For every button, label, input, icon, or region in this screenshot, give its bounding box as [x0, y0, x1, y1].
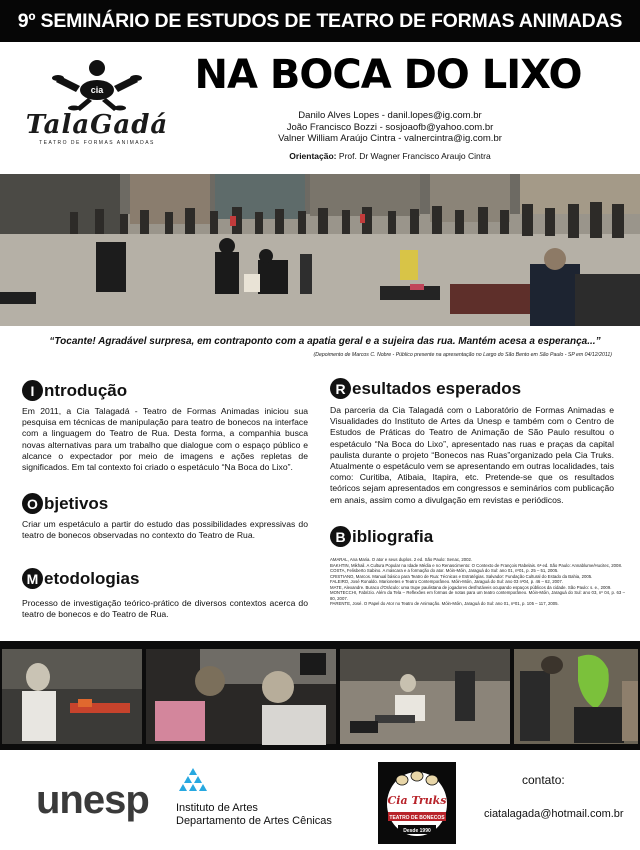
bibliography-entry: FALEIRO, José Ronaldo. Marionetes e Teatro Contemporâneo. Móin-Móin, Jaraguá do Sul: ano 03 nº04, p. 46 – 62, 2007. — [330, 579, 563, 584]
logo-tagline: TEATRO DE FORMAS ANIMADAS — [39, 140, 155, 146]
heading-initial: O — [22, 493, 43, 514]
event-title: 9º SEMINÁRIO DE ESTUDOS DE TEATRO DE FORMAS ANIMADAS — [17, 9, 623, 32]
contact-email[interactable]: ciatalagada@hotmail.com.br — [484, 808, 624, 820]
unesp-logo — [36, 762, 332, 842]
orientation-line — [240, 151, 540, 161]
heading-text: bjetivos — [44, 493, 109, 513]
author-line: Danilo Alves Lopes - danil.lopes@ig.com.br — [298, 110, 482, 121]
author-list — [240, 110, 540, 145]
quote-source: (Depoimento de Marcos C. Nobre - Público presente na apresentação no Largo do São Bento em São Paulo - SP em 04/12/2011) — [313, 352, 612, 358]
section-heading-resultados — [330, 378, 521, 399]
logo-badge: cia — [90, 85, 104, 95]
section-heading-introducao — [22, 380, 127, 401]
unesp-department: Departamento de Artes Cênicas — [176, 815, 332, 827]
truks-since: Desde 1990 — [403, 828, 431, 834]
section-heading-objetivos — [22, 493, 108, 514]
section-heading-metodologias — [22, 568, 139, 589]
heading-initial: B — [330, 526, 351, 547]
heading-text: ibliografia — [352, 526, 434, 546]
metodologias-body: Processo de investigação teórico-prático de diversos contextos acerca do teatro de bonecos e do Teatro de Rua. — [22, 598, 308, 620]
truks-name: Cia Truks — [387, 794, 447, 807]
poster-title: NA BOCA DO LIXO — [194, 52, 582, 98]
bibliography-entry: CRISTIANO, Marcos. Manual básico para Teatro de Rua: Técnicas e Estratégias. Salvador: Fundação Cultural do Estado da Bahia, 2005. — [330, 573, 593, 579]
contact-label: contato: — [522, 773, 565, 787]
unesp-triangle-icon — [176, 768, 210, 798]
author-line: Valner William Araújo Cintra - valnercintra@ig.com.br — [278, 133, 502, 144]
orientation-label: Orientação: — [289, 151, 337, 161]
heading-initial: R — [330, 378, 351, 399]
author-line: João Francisco Bozzi - sosjoaofb@yahoo.com.br — [286, 121, 494, 133]
heading-text: ntrodução — [44, 380, 128, 400]
strip-photo-3 — [340, 649, 510, 744]
street-performance-photo — [0, 174, 640, 326]
event-header-bar — [0, 0, 640, 42]
strip-photo-2 — [146, 649, 336, 745]
testimonial-quote: “Tocante! Agradável surpresa, em contraponto com a apatia geral e a sujeira das rua. Mantém acesa a esperança...” — [49, 336, 601, 347]
bibliography-list — [330, 557, 625, 607]
objetivos-body: Criar um espetáculo a partir do estudo das possibilidades expressivas do teatro de bonecos observadas no contexto do Teatro de Rua. — [22, 519, 308, 541]
performance-photo-strip — [0, 641, 640, 750]
bibliography-entry: AMARAL, Ana Maria. O ator e seus duplos. 2 ed. São Paulo: Senac, 2002. — [330, 557, 473, 562]
logo-name: TalaGadá — [25, 110, 169, 140]
orientation-name: Prof. Dr Wagner Francisco Araujo Cintra — [338, 151, 491, 161]
section-heading-bibliografia — [330, 526, 433, 547]
strip-photo-1 — [2, 649, 142, 744]
unesp-institute: Instituto de Artes — [176, 802, 258, 814]
cia-truks-logo — [378, 762, 456, 844]
unesp-wordmark: unesp — [36, 778, 149, 822]
talagada-logo — [22, 58, 172, 150]
introducao-body: Em 2011, a Cia Talagadá - Teatro de Formas Animadas iniciou sua pesquisa em técnicas de manipulação para teatro de bonecos na interface com a linguagem do Teatro de Rua. Desta forma, a companhia busca novas alternativas para um trabalho que dialogue com o espaço público e alcance o expectador por meio de imagens e ações repletas de significados. Em tal contexto foi criado o espetáculo “Na Boca do Lixo”. — [22, 406, 308, 473]
bibliography-entry: PARENTE, José. O Papel do Ator no Teatro de Animação. Móin-Móin, Jaraguá do Sul: ano 01, nº01, p. 105 – 117, 2005. — [330, 601, 559, 606]
resultados-body: Da parceria da Cia Talagadá com o Laboratório de Formas Animadas e Visualidades do Instituto de Artes da Unesp e também com o Centro de Estudos de Práticas do Teatro de Animação de São Paulo resultou o espetáculo “Na Boca do Lixo”, apresentado nas ruas e praças da capital paulista durante o projeto “Bonecos nas Ruas”organizado pela Cia Truks. Atualmente o espetáculo vem se apresentando em outras localidades, tais como: Curitiba, Atibaia, Itapira, etc. Pretende-se que os resultados teóricos sejam apresentados em congressos e seminários com publicação em anais, assim como a divulgação em revistas e periódicos. — [330, 405, 614, 505]
bibliography-entry: MONTECCHI, Fabrizio. Além da Tela – Reflexões em formas de notas para um teatro contemporâneo. Móin-Móin, Jaraguá do Sul: ano 03, nº 04, p. 63 – 80, 2007. — [330, 590, 625, 601]
bibliography-entry: BAKHTIN, Mikhail. A Cultura Popular na Idade Média e no Renascimento: O Contexto de François Rabelais. 6ª ed. São Paulo: Annablume/Hucitec, 2008. — [330, 562, 623, 568]
strip-photo-4 — [514, 649, 638, 744]
bibliography-entry: MATE, Alexandre. Buraco d'Oráculo: uma trupe paulistana de jogadores desfrutáveis ocupando espaços públicos da cidade. São Paulo: s. e., 2009. — [330, 584, 612, 590]
heading-initial: M — [22, 568, 43, 589]
truks-subtitle: TEATRO DE BONECOS — [389, 815, 445, 821]
heading-initial: I — [22, 380, 43, 401]
heading-text: esultados esperados — [352, 378, 522, 398]
bibliography-entry: COSTA, Felisberto Sabino. A máscara e a formação do ator. Móin-Móin, Jaraguá do Sul: ano 01, nº01, p. 25 – 51, 2005. — [330, 568, 559, 573]
puppet-figure-icon — [50, 58, 145, 113]
heading-text: etodologias — [44, 568, 140, 588]
